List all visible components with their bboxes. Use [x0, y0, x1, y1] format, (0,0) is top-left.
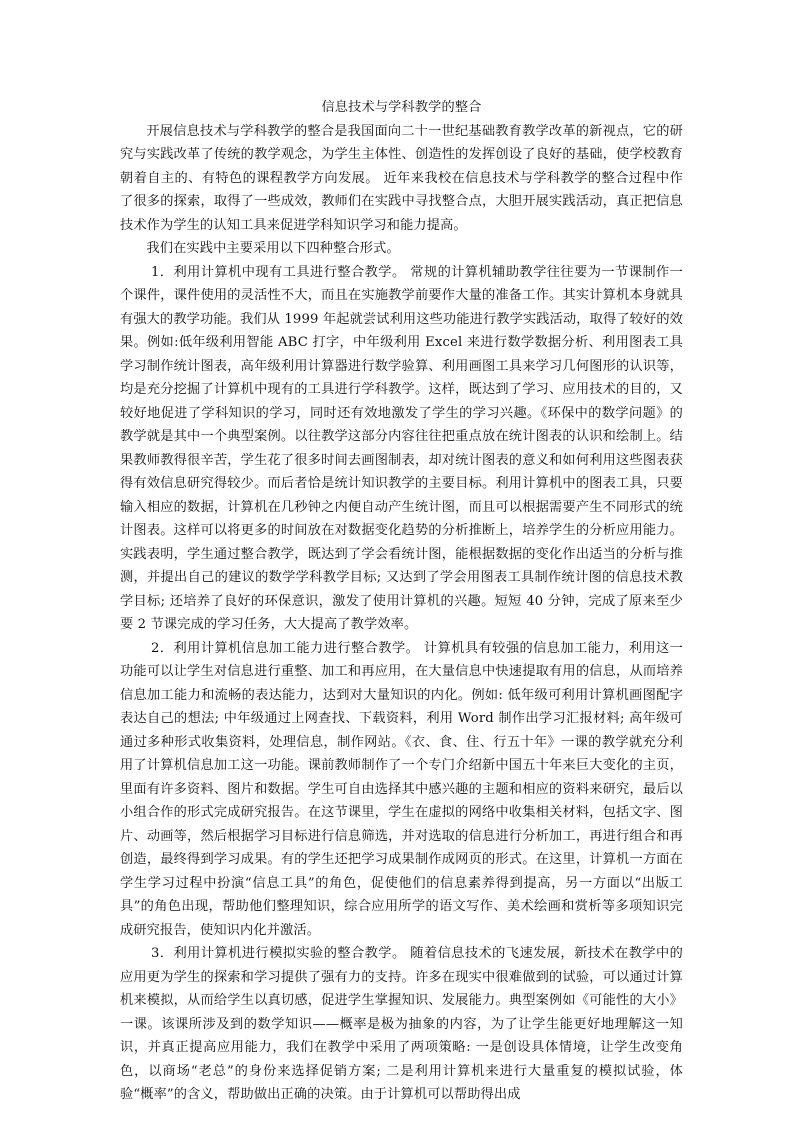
document-page: [120, 96, 683, 1107]
intro-paragraph: 开展信息技术与学科教学的整合是我国面向二十一世纪基础教育教学改革的新视点，它的研究与实践改革了传统的教学观念，为学生主体性、创造性的发挥创设了良好的基础，使学校教育朝着自主的、有特色的课程教学方向发展。 近年来我校在信息技术与学科教学的整合过程中作了很多的探索，取得了一些成效，教师们在实践中寻找整合点，大胆开展实践活动，真正把信息技术作为学生的认知工具来促进学科知识学习和能力提高。: [120, 123, 683, 233]
section-3-paragraph: 3．利用计算机进行模拟实验的整合教学。 随着信息技术的飞速发展，新技术在教学中的应用更为学生的探索和学习提供了强有力的支持。许多在现实中很难做到的试验，可以通过计算机来模拟，从而给学生以真切感，促进学生掌握知识、发展能力。典型案例如《可能性的大小》一课。该课所涉及到的数学知识——概率是极为抽象的内容，为了让学生能更好地理解这一知识，并真正提高应用能力，我们在教学中采用了两项策略: 一是创设具体情境，让学生改变角色，以商场“老总”的身份来选择促销方案; 二是利用计算机来进行大量重复的模拟试验，体验“概率”的含义，帮助做出正确的决策。由于计算机可以帮助得出成: [120, 946, 683, 1102]
document-title: 信息技术与学科教学的整合: [321, 100, 482, 115]
section-1-paragraph: 1．利用计算机中现有工具进行整合教学。 常规的计算机辅助教学往往要为一节课制作一个课件，课件使用的灵活性不大，而且在实施教学前要作大量的准备工作。其实计算机本身就具有强大的教学功能。我们从 1999 年起就尝试利用这些功能进行教学实践活动，取得了较好的效果。例如:低年级利用智能 ABC 打字，中年级利用 Excel 来进行数学数据分析、利用图表工具学习制作统计图表，高年级利用计算器进行数学验算、利用画图工具来学习几何图形的认识等，均是充分挖掘了计算机中现有的工具进行学科教学。这样，既达到了学习、应用技术的目的，又较好地促进了学科知识的学习，同时还有效地激发了学生的学习兴趣。《环保中的数学问题》的教学就是其中一个典型案例。以往教学这部分内容往往把重点放在统计图表的认识和绘制上。结果教师教得很辛苦，学生花了很多时间去画图制表，却对统计图表的意义和如何利用这些图表获得有效信息研究得较少。而后者恰是统计知识教学的主要目标。利用计算机中的图表工具，只要输入相应的数据，计算机在几秒钟之内便自动产生统计图，而且可以根据需要产生不同形式的统计图表。这样可以将更多的时间放在对数据变化趋势的分析推断上，培养学生的分析应用能力。实践表明，学生通过整合教学，既达到了学会看统计图，能根据数据的变化作出适当的分析与推测，并提出自己的建议的数学学科教学目标; 又达到了学会用图表工具制作统计图的信息技术教学目标; 还培养了良好的环保意识，激发了使用计算机的兴趣。短短 40 分钟，完成了原来至少要 2 节课完成的学习任务，大大提高了教学效率。: [120, 264, 684, 632]
forms-overview-paragraph: 我们在实践中主要采用以下四种整合形式。: [146, 241, 400, 256]
section-2-paragraph: 2．利用计算机信息加工能力进行整合教学。 计算机具有较强的信息加工能力，利用这一功能可以让学生对信息进行重整、加工和再应用，在大量信息中快速提取有用的信息，从而培养信息加工能力和流畅的表达能力，达到对大量知识的内化。例如: 低年级可利用计算机画图配字表达自己的想法; 中年级通过上网查找、下载资料，利用 Word 制作出学习汇报材料; 高年级可通过多种形式收集资料，处理信息，制作网站。《衣、食、住、行五十年》一课的教学就充分利用了计算机信息加工这一功能。课前教师制作了一个专门介绍新中国五十年来巨大变化的主页，里面有许多资料、图片和数据。学生可自由选择其中感兴趣的主题和相应的资料来研究，最后以小组合作的形式完成研究报告。在这节课里，学生在虚拟的网络中收集相关材料，包括文字、图片、动画等，然后根据学习目标进行信息筛选，并对选取的信息进行分析加工，再进行组合和再创造，最终得到学习成果。有的学生还把学习成果制作成网页的形式。在这里，计算机一方面在学生学习过程中扮演“信息工具”的角色，促使他们的信息素养得到提高，另一方面以“出版工具”的角色出现，帮助他们整理知识，综合应用所学的语文写作、美术绘画和赏析等多项知识完成研究报告，使知识内化并激活。: [120, 640, 683, 938]
